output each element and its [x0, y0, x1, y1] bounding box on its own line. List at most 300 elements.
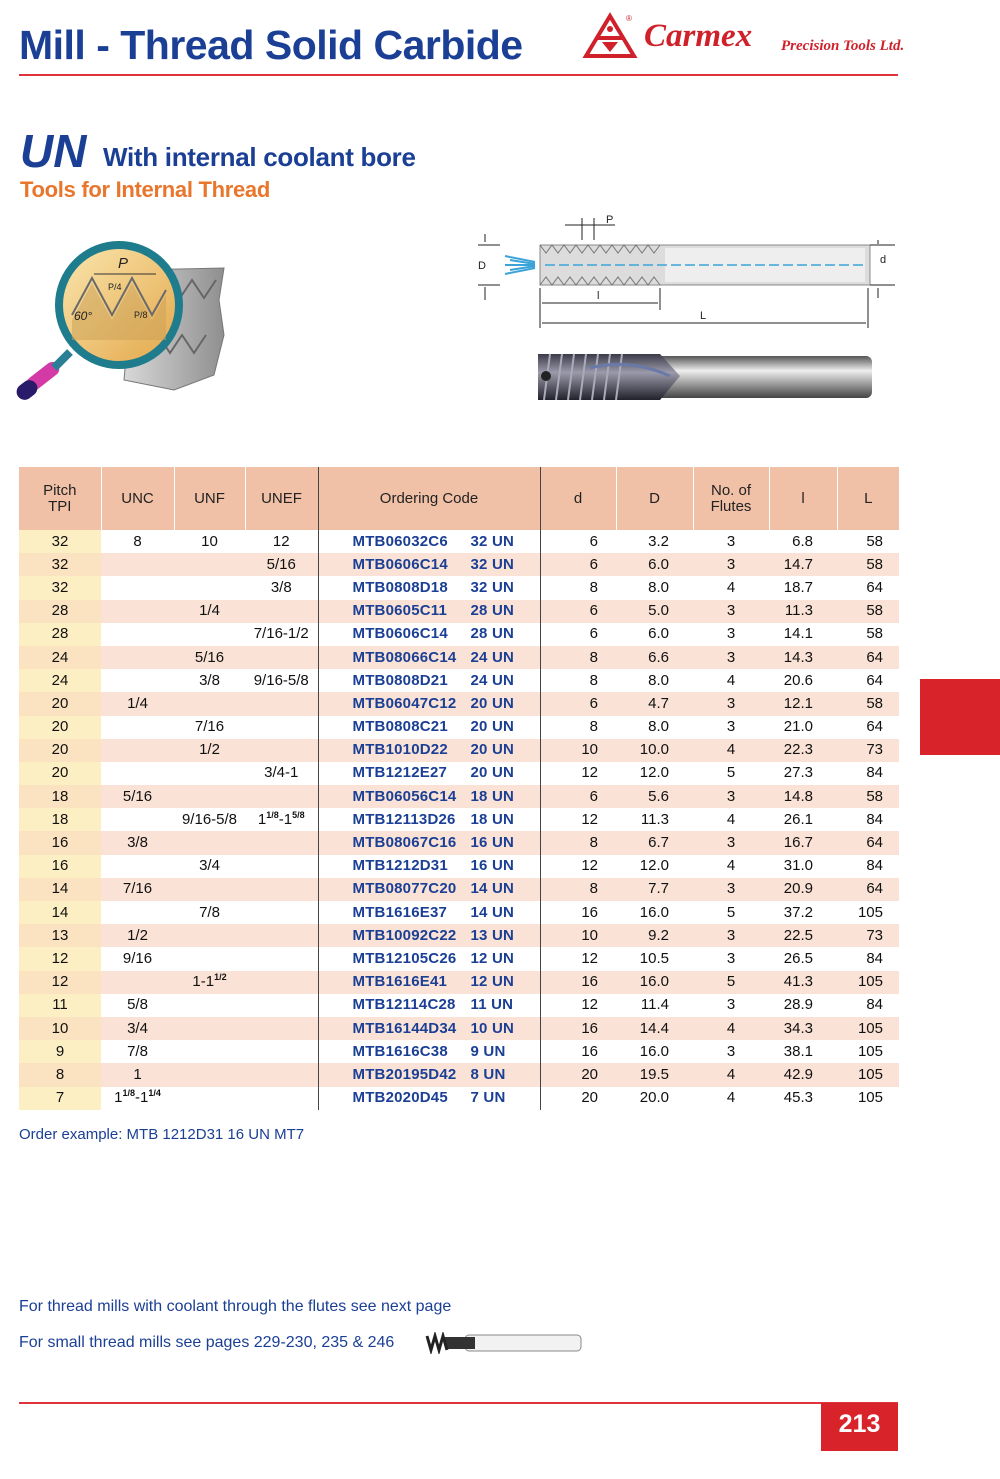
- cell-unef: [245, 994, 318, 1017]
- cell-ordering-code: [318, 530, 540, 553]
- cell-unf: 9/16-5/8: [174, 808, 245, 831]
- cell-ordering-code: [318, 924, 540, 947]
- table-row: [19, 785, 899, 808]
- cell-overall-length: 105: [837, 901, 899, 924]
- cell-unef: [245, 716, 318, 739]
- cell-thread-length: 31.0: [769, 855, 837, 878]
- cell-unef: [245, 785, 318, 808]
- ordering-code: MTB0808D21: [352, 671, 448, 689]
- cell-unf: 5/16: [174, 646, 245, 669]
- cell-tpi: 24: [19, 669, 101, 692]
- cell-unf: 1/4: [174, 600, 245, 623]
- cell-unef: 3/8: [245, 576, 318, 599]
- table-header-row: [19, 467, 899, 530]
- header-flutes: No. of Flutes: [693, 467, 769, 530]
- cell-tpi: 9: [19, 1040, 101, 1063]
- cell-ordering-code: [318, 553, 540, 576]
- ordering-code-suffix: 28 UN: [470, 625, 515, 643]
- header-overall-length: L: [837, 467, 899, 530]
- page-title: Mill - Thread Solid Carbide: [19, 22, 523, 68]
- ordering-code: MTB1616E37: [352, 903, 448, 921]
- ordering-code-suffix: 14 UN: [470, 903, 515, 921]
- cell-ordering-code: [318, 762, 540, 785]
- cell-shank-dia: 12: [540, 855, 616, 878]
- cell-overall-length: 58: [837, 553, 899, 576]
- ordering-code-suffix: 16 UN: [470, 834, 515, 852]
- cell-shank-dia: 20: [540, 1063, 616, 1086]
- cell-flutes: 3: [693, 716, 769, 739]
- table-row: [19, 1017, 899, 1040]
- cell-cutting-dia: 6.6: [616, 646, 693, 669]
- cell-unef: 7/16-1/2: [245, 623, 318, 646]
- ordering-code-suffix: 14 UN: [470, 880, 515, 898]
- cell-thread-length: 20.9: [769, 878, 837, 901]
- page-number: 213: [838, 1410, 881, 1438]
- cell-thread-length: 14.1: [769, 623, 837, 646]
- cell-tpi: 18: [19, 785, 101, 808]
- cell-ordering-code: [318, 1087, 540, 1110]
- cell-flutes: 3: [693, 878, 769, 901]
- thread-mill-spec-table: [19, 467, 899, 1110]
- cell-shank-dia: 12: [540, 762, 616, 785]
- cell-ordering-code: [318, 623, 540, 646]
- cell-thread-length: 21.0: [769, 716, 837, 739]
- ordering-code: MTB20195D42: [352, 1065, 457, 1083]
- cell-overall-length: 64: [837, 646, 899, 669]
- pitch-dimension-label: P: [606, 214, 614, 226]
- cell-thread-length: 26.1: [769, 808, 837, 831]
- thread-mill-photo: [530, 348, 875, 404]
- cell-unf: $1-1^{1/2}$: [174, 971, 245, 994]
- cell-unc: [101, 553, 174, 576]
- cell-thread-length: 22.3: [769, 739, 837, 762]
- ordering-code: MTB1616C38: [352, 1042, 448, 1060]
- cell-unc: [101, 739, 174, 762]
- ordering-code: MTB0808C21: [352, 718, 448, 736]
- cell-flutes: 4: [693, 576, 769, 599]
- cell-shank-dia: 12: [540, 947, 616, 970]
- cell-shank-dia: 8: [540, 716, 616, 739]
- cell-unc: [101, 855, 174, 878]
- section-title: UN: [20, 125, 87, 177]
- cell-flutes: 3: [693, 553, 769, 576]
- cell-overall-length: 105: [837, 1063, 899, 1086]
- ordering-code: MTB10092C22: [352, 926, 457, 944]
- cell-overall-length: 58: [837, 530, 899, 553]
- cell-unf: 7/16: [174, 716, 245, 739]
- cell-tpi: 14: [19, 878, 101, 901]
- cell-ordering-code: [318, 1063, 540, 1086]
- cell-ordering-code: [318, 669, 540, 692]
- table-row: [19, 924, 899, 947]
- cell-tpi: 24: [19, 646, 101, 669]
- cell-cutting-dia: 16.0: [616, 901, 693, 924]
- cell-shank-dia: 8: [540, 669, 616, 692]
- cell-flutes: 3: [693, 692, 769, 715]
- table-row: [19, 623, 899, 646]
- brand-tagline: Precision Tools Ltd.: [781, 38, 905, 54]
- cell-thread-length: 28.9: [769, 994, 837, 1017]
- cell-thread-length: 37.2: [769, 901, 837, 924]
- tool-dimension-diagram: [470, 210, 910, 340]
- cell-overall-length: 73: [837, 739, 899, 762]
- cell-cutting-dia: 16.0: [616, 1040, 693, 1063]
- cell-ordering-code: [318, 994, 540, 1017]
- carmex-logo: [582, 12, 905, 62]
- ordering-code-suffix: 32 UN: [470, 532, 515, 550]
- header-unf: UNF: [174, 467, 245, 530]
- table-row: [19, 901, 899, 924]
- cell-unc: 3/4: [101, 1017, 174, 1040]
- footer-divider: [19, 1402, 898, 1404]
- table-row: [19, 878, 899, 901]
- cell-cutting-dia: 8.0: [616, 576, 693, 599]
- cell-tpi: 16: [19, 831, 101, 854]
- ordering-code-suffix: 20 UN: [470, 718, 515, 736]
- cell-shank-dia: 10: [540, 739, 616, 762]
- cell-tpi: 7: [19, 1087, 101, 1110]
- quarter-pitch-label: P/4: [108, 282, 122, 292]
- cell-unef: [245, 855, 318, 878]
- ordering-code-suffix: 7 UN: [470, 1089, 506, 1107]
- cell-unc: 1/2: [101, 924, 174, 947]
- cell-ordering-code: [318, 716, 540, 739]
- cell-overall-length: 105: [837, 1087, 899, 1110]
- cell-unef: [245, 947, 318, 970]
- cell-unef: 5/16: [245, 553, 318, 576]
- cell-unc: [101, 971, 174, 994]
- cell-unf: 3/8: [174, 669, 245, 692]
- cell-shank-dia: 6: [540, 785, 616, 808]
- cell-thread-length: 41.3: [769, 971, 837, 994]
- cell-shank-dia: 16: [540, 971, 616, 994]
- cell-flutes: 3: [693, 785, 769, 808]
- cell-unf: [174, 1063, 245, 1086]
- cell-tpi: 13: [19, 924, 101, 947]
- cell-unef: [245, 1063, 318, 1086]
- ordering-code: MTB06056C14: [352, 787, 457, 805]
- cell-overall-length: 58: [837, 692, 899, 715]
- cell-overall-length: 84: [837, 994, 899, 1017]
- cell-flutes: 3: [693, 994, 769, 1017]
- cell-shank-dia: 12: [540, 808, 616, 831]
- cell-cutting-dia: 7.7: [616, 878, 693, 901]
- cell-tpi: 32: [19, 576, 101, 599]
- cell-shank-dia: 6: [540, 530, 616, 553]
- cell-cutting-dia: 11.4: [616, 994, 693, 1017]
- ordering-code: MTB08066C14: [352, 648, 457, 666]
- cell-unef: [245, 600, 318, 623]
- table-row: [19, 994, 899, 1017]
- cell-unf: 3/4: [174, 855, 245, 878]
- cell-thread-length: 14.8: [769, 785, 837, 808]
- cell-shank-dia: 16: [540, 1017, 616, 1040]
- cell-ordering-code: [318, 692, 540, 715]
- cell-unc: [101, 646, 174, 669]
- cell-unc: [101, 669, 174, 692]
- cell-tpi: 32: [19, 530, 101, 553]
- table-row: [19, 530, 899, 553]
- table-row: [19, 692, 899, 715]
- cell-flutes: 3: [693, 924, 769, 947]
- coolant-note: For thread mills with coolant through the flutes see next page: [19, 1298, 452, 1315]
- cell-overall-length: 84: [837, 947, 899, 970]
- table-row: [19, 669, 899, 692]
- cell-unf: [174, 1017, 245, 1040]
- cell-overall-length: 105: [837, 1040, 899, 1063]
- cell-ordering-code: [318, 901, 540, 924]
- cell-overall-length: 73: [837, 924, 899, 947]
- ordering-code: MTB0606C14: [352, 555, 448, 573]
- cell-tpi: 8: [19, 1063, 101, 1086]
- cell-cutting-dia: 8.0: [616, 669, 693, 692]
- header-pitch-tpi: Pitch TPI: [19, 467, 101, 530]
- cell-overall-length: 64: [837, 716, 899, 739]
- cell-thread-length: 27.3: [769, 762, 837, 785]
- ordering-code: MTB0605C11: [352, 602, 448, 620]
- cell-thread-length: 42.9: [769, 1063, 837, 1086]
- cell-thread-length: 26.5: [769, 947, 837, 970]
- cell-unc: [101, 600, 174, 623]
- cell-unf: 1/2: [174, 739, 245, 762]
- cell-unf: [174, 831, 245, 854]
- small-mills-note: For small thread mills see pages 229-230, 235 & 246: [19, 1334, 395, 1351]
- shank-diameter-label: d: [880, 254, 887, 266]
- cell-shank-dia: 6: [540, 623, 616, 646]
- ordering-code: MTB2020D45: [352, 1089, 448, 1107]
- cell-unc: 5/8: [101, 994, 174, 1017]
- cell-unc: $1^{1/8}-1^{1/4}$: [101, 1087, 174, 1110]
- table-row: [19, 855, 899, 878]
- cell-cutting-dia: 10.0: [616, 739, 693, 762]
- cell-cutting-dia: 10.5: [616, 947, 693, 970]
- cell-unc: 3/8: [101, 831, 174, 854]
- cell-unef: 9/16-5/8: [245, 669, 318, 692]
- registered-mark: ®: [626, 14, 632, 23]
- cell-flutes: 3: [693, 530, 769, 553]
- cell-unf: [174, 553, 245, 576]
- cell-unf: 10: [174, 530, 245, 553]
- cell-ordering-code: [318, 739, 540, 762]
- cell-cutting-dia: 16.0: [616, 971, 693, 994]
- ordering-code: MTB1212E27: [352, 764, 448, 782]
- cell-unc: [101, 808, 174, 831]
- ordering-code-suffix: 20 UN: [470, 741, 515, 759]
- ordering-code: MTB12114C28: [352, 996, 456, 1014]
- cell-flutes: 4: [693, 1087, 769, 1110]
- cell-tpi: 28: [19, 600, 101, 623]
- cell-shank-dia: 16: [540, 901, 616, 924]
- cell-tpi: 11: [19, 994, 101, 1017]
- ordering-code-suffix: 28 UN: [470, 602, 515, 620]
- cell-flutes: 4: [693, 739, 769, 762]
- carmex-logo-icon: [582, 12, 638, 60]
- order-example: Order example: MTB 1212D31 16 UN MT7: [19, 1126, 305, 1143]
- cell-flutes: 4: [693, 808, 769, 831]
- cell-tpi: 18: [19, 808, 101, 831]
- cell-overall-length: 84: [837, 855, 899, 878]
- cell-unef: [245, 878, 318, 901]
- table-row: [19, 1063, 899, 1086]
- cell-shank-dia: 16: [540, 1040, 616, 1063]
- header-divider: [19, 74, 898, 76]
- cell-shank-dia: 6: [540, 553, 616, 576]
- cell-unef: [245, 901, 318, 924]
- cell-ordering-code: [318, 878, 540, 901]
- section-side-tab: [920, 679, 1000, 755]
- ordering-code-suffix: 20 UN: [470, 694, 515, 712]
- cell-unf: [174, 623, 245, 646]
- section-heading: Tools for Internal Thread: [20, 177, 271, 202]
- cell-tpi: 20: [19, 739, 101, 762]
- cell-unc: [101, 576, 174, 599]
- cell-thread-length: 45.3: [769, 1087, 837, 1110]
- cell-unf: [174, 924, 245, 947]
- cell-shank-dia: 8: [540, 646, 616, 669]
- table-row: [19, 553, 899, 576]
- cell-unc: 1: [101, 1063, 174, 1086]
- cell-unc: [101, 901, 174, 924]
- table-row: [19, 576, 899, 599]
- ordering-code: MTB1010D22: [352, 741, 448, 759]
- cell-overall-length: 64: [837, 831, 899, 854]
- cell-unf: [174, 947, 245, 970]
- cell-unef: $1^{1/8}-1^{5/8}$: [245, 808, 318, 831]
- ordering-code: MTB1616E41: [352, 973, 448, 991]
- cell-ordering-code: [318, 831, 540, 854]
- cell-cutting-dia: 5.6: [616, 785, 693, 808]
- ordering-code-suffix: 13 UN: [470, 926, 515, 944]
- ordering-code-suffix: 18 UN: [470, 787, 515, 805]
- ordering-code: MTB12113D26: [352, 810, 456, 828]
- cell-unef: [245, 1087, 318, 1110]
- header-shank-dia: d: [540, 467, 616, 530]
- cell-unc: [101, 623, 174, 646]
- eighth-pitch-label: P/8: [134, 310, 148, 320]
- cell-flutes: 5: [693, 901, 769, 924]
- cell-flutes: 3: [693, 623, 769, 646]
- cell-thread-length: 38.1: [769, 1040, 837, 1063]
- cell-ordering-code: [318, 576, 540, 599]
- cell-unef: [245, 646, 318, 669]
- cell-flutes: 3: [693, 1040, 769, 1063]
- cell-tpi: 20: [19, 716, 101, 739]
- cell-shank-dia: 10: [540, 924, 616, 947]
- ordering-code: MTB0808D18: [352, 578, 448, 596]
- cell-unef: [245, 971, 318, 994]
- ordering-code: MTB06032C6: [352, 532, 448, 550]
- cell-ordering-code: [318, 808, 540, 831]
- cell-cutting-dia: 12.0: [616, 762, 693, 785]
- cell-thread-length: 22.5: [769, 924, 837, 947]
- cell-unf: [174, 994, 245, 1017]
- cell-flutes: 3: [693, 600, 769, 623]
- cell-unef: 12: [245, 530, 318, 553]
- cell-cutting-dia: 12.0: [616, 855, 693, 878]
- overall-length-label: L: [700, 310, 707, 322]
- cell-overall-length: 84: [837, 808, 899, 831]
- header-thread-length: l: [769, 467, 837, 530]
- ordering-code-suffix: 32 UN: [470, 555, 515, 573]
- cell-tpi: 14: [19, 901, 101, 924]
- cell-unc: 7/8: [101, 1040, 174, 1063]
- table-row: [19, 831, 899, 854]
- table-row: [19, 1087, 899, 1110]
- brand-name: Carmex: [644, 18, 753, 54]
- table-row: [19, 716, 899, 739]
- ordering-code: MTB1212D31: [352, 857, 448, 875]
- cell-unef: [245, 831, 318, 854]
- cell-overall-length: 64: [837, 878, 899, 901]
- major-diameter-label: D: [478, 260, 486, 272]
- cell-unc: 5/16: [101, 785, 174, 808]
- cell-thread-length: 12.1: [769, 692, 837, 715]
- cell-shank-dia: 6: [540, 692, 616, 715]
- cell-cutting-dia: 5.0: [616, 600, 693, 623]
- ordering-code-suffix: 12 UN: [470, 949, 515, 967]
- cell-ordering-code: [318, 646, 540, 669]
- cell-cutting-dia: 19.5: [616, 1063, 693, 1086]
- ordering-code-suffix: 8 UN: [470, 1065, 506, 1083]
- table-row: [19, 739, 899, 762]
- cell-shank-dia: 6: [540, 600, 616, 623]
- cell-cutting-dia: 9.2: [616, 924, 693, 947]
- table-row: [19, 600, 899, 623]
- ordering-code-suffix: 24 UN: [470, 648, 515, 666]
- cell-unef: [245, 1017, 318, 1040]
- cell-thread-length: 14.3: [769, 646, 837, 669]
- ordering-code-suffix: 24 UN: [470, 671, 515, 689]
- cell-unf: [174, 1087, 245, 1110]
- page-number-box: [821, 1403, 898, 1451]
- cell-flutes: 5: [693, 762, 769, 785]
- cell-tpi: 12: [19, 947, 101, 970]
- cell-unc: [101, 716, 174, 739]
- cell-unc: 8: [101, 530, 174, 553]
- cell-thread-length: 11.3: [769, 600, 837, 623]
- cell-unf: [174, 1040, 245, 1063]
- cell-tpi: 20: [19, 762, 101, 785]
- cell-flutes: 4: [693, 1017, 769, 1040]
- cell-ordering-code: [318, 600, 540, 623]
- thread-length-label: l: [597, 290, 600, 302]
- table-row: [19, 646, 899, 669]
- cell-cutting-dia: 8.0: [616, 716, 693, 739]
- cell-cutting-dia: 20.0: [616, 1087, 693, 1110]
- cell-unc: [101, 762, 174, 785]
- cell-cutting-dia: 6.0: [616, 553, 693, 576]
- cell-thread-length: 16.7: [769, 831, 837, 854]
- cell-tpi: 10: [19, 1017, 101, 1040]
- cell-flutes: 4: [693, 669, 769, 692]
- table-row: [19, 1040, 899, 1063]
- cell-ordering-code: [318, 971, 540, 994]
- ordering-code: MTB12105C26: [352, 949, 457, 967]
- cell-flutes: 3: [693, 831, 769, 854]
- cell-unef: [245, 739, 318, 762]
- cell-unf: [174, 576, 245, 599]
- cell-ordering-code: [318, 947, 540, 970]
- ordering-code-suffix: 11 UN: [470, 996, 514, 1014]
- cell-ordering-code: [318, 785, 540, 808]
- cell-unf: [174, 785, 245, 808]
- cell-shank-dia: 20: [540, 1087, 616, 1110]
- cell-cutting-dia: 3.2: [616, 530, 693, 553]
- header-unef: UNEF: [245, 467, 318, 530]
- cell-unf: 7/8: [174, 901, 245, 924]
- cell-unc: 7/16: [101, 878, 174, 901]
- cell-thread-length: 34.3: [769, 1017, 837, 1040]
